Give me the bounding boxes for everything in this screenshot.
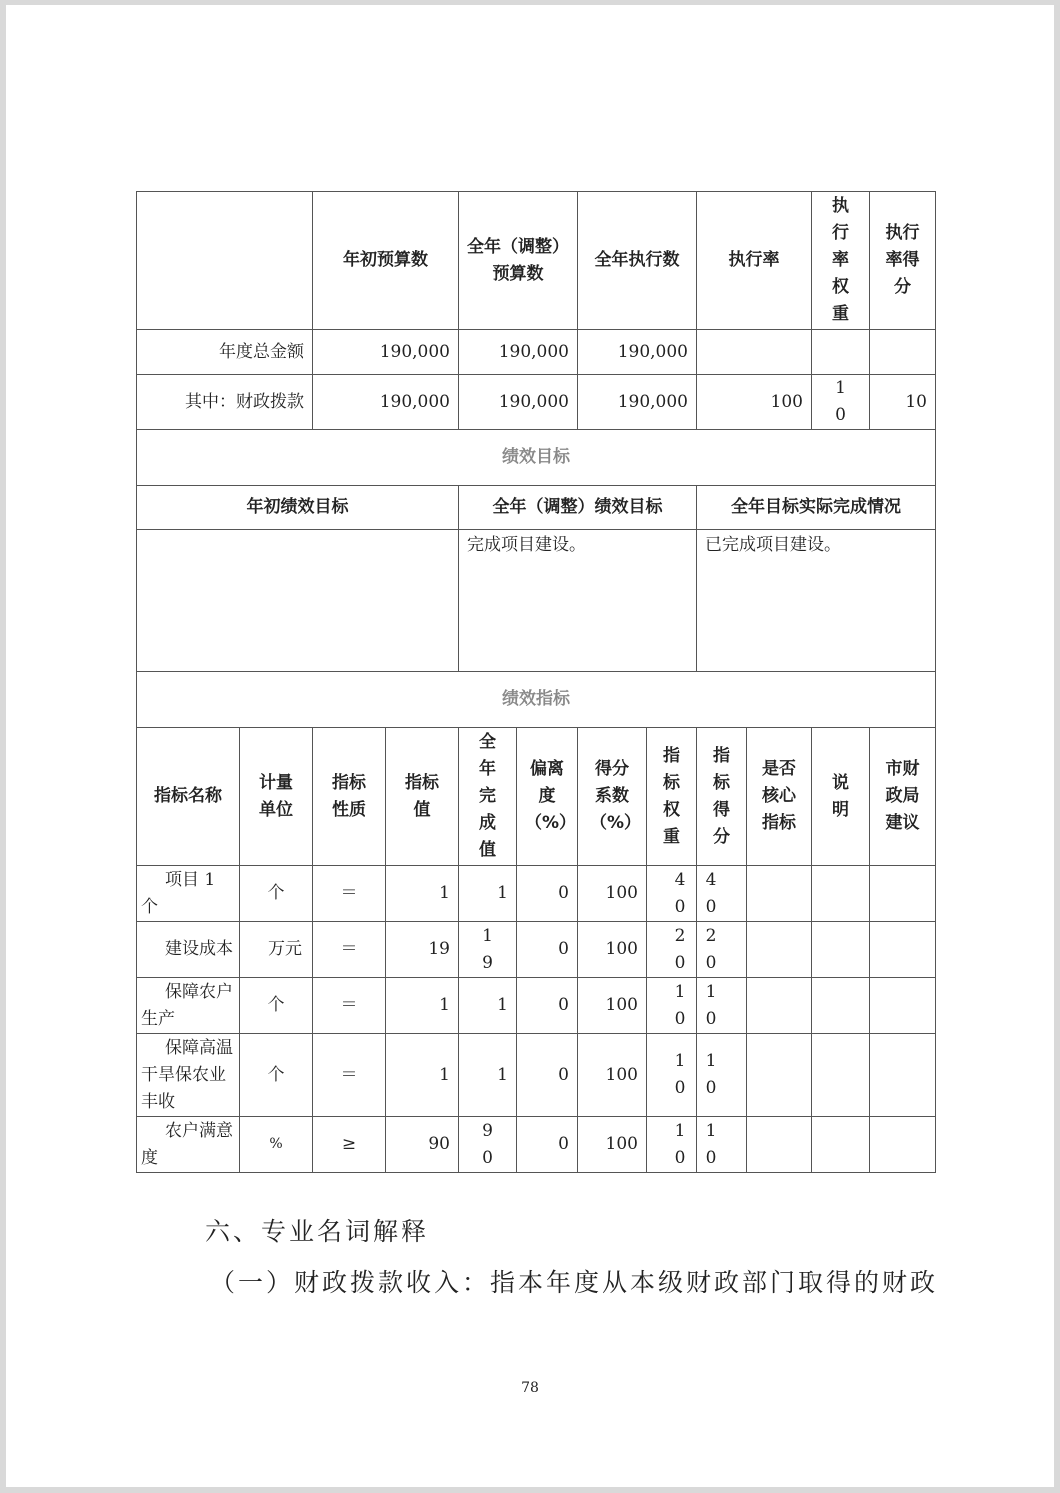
header-adjusted-line2: 预算数 xyxy=(492,263,544,284)
ind-score: 40 xyxy=(705,869,717,917)
budget-row-adjusted: 190,000 xyxy=(459,330,578,375)
goals-adjusted-text: 完成项目建设。 xyxy=(459,530,697,672)
budget-row-initial: 190,000 xyxy=(313,330,459,375)
ind-name: 保障农户生产 xyxy=(137,978,240,1034)
page-number: 78 xyxy=(521,1380,539,1396)
ind-score: 20 xyxy=(705,925,717,973)
budget-row xyxy=(137,330,936,375)
ind-unit: 个 xyxy=(240,1034,313,1117)
ind-completed: 19 xyxy=(482,925,493,973)
budget-row-score: 10 xyxy=(870,375,936,430)
budget-row-adjusted: 190,000 xyxy=(459,375,578,430)
goals-header-row xyxy=(137,486,936,530)
ind-header-name: 指标名称 xyxy=(137,728,240,866)
ind-value: 1 xyxy=(386,1034,459,1117)
ind-unit: 万元 xyxy=(240,922,313,978)
ind-nature: ＝ xyxy=(313,1034,386,1117)
ind-advice xyxy=(870,922,936,978)
budget-row-weight: 10 xyxy=(835,378,846,425)
budget-row-executed: 190,000 xyxy=(578,375,697,430)
goals-content-row xyxy=(137,530,936,672)
ind-completed: 1 xyxy=(459,978,517,1034)
ind-name: 农户满意度 xyxy=(137,1117,240,1173)
performance-table xyxy=(136,191,936,1173)
ind-nature: ＝ xyxy=(313,978,386,1034)
ind-completed: 1 xyxy=(459,1034,517,1117)
indicators-section-title: 绩效指标 xyxy=(137,672,936,728)
ind-core xyxy=(747,1117,812,1173)
goals-actual-text: 已完成项目建设。 xyxy=(697,530,936,672)
ind-value: 90 xyxy=(386,1117,459,1173)
ind-unit: 个 xyxy=(240,978,313,1034)
ind-header-unit: 计量单位 xyxy=(259,772,293,820)
ind-deviation: 0 xyxy=(517,978,578,1034)
ind-weight: 10 xyxy=(674,1120,686,1168)
ind-header-nature: 指标性质 xyxy=(332,772,366,820)
ind-name: 项目 1 个 xyxy=(137,866,240,922)
ind-coef: 100 xyxy=(578,922,647,978)
section-heading: 六、专业名词解释 xyxy=(205,1217,430,1246)
budget-row-label: 其中：财政拨款 xyxy=(137,375,313,430)
ind-header-advice: 市财政局建议 xyxy=(885,759,920,833)
ind-header-core: 是否核心指标 xyxy=(762,759,796,833)
ind-advice xyxy=(870,1117,936,1173)
ind-coef: 100 xyxy=(578,866,647,922)
budget-row-label: 年度总金额 xyxy=(137,330,313,375)
ind-core xyxy=(747,922,812,978)
budget-header-row xyxy=(137,192,936,330)
ind-weight: 20 xyxy=(674,925,686,973)
ind-completed: 90 xyxy=(482,1120,493,1168)
ind-score: 10 xyxy=(705,1120,717,1168)
budget-row-initial: 190,000 xyxy=(313,375,459,430)
ind-note xyxy=(812,978,870,1034)
ind-completed: 1 xyxy=(459,866,517,922)
budget-row-rate: 100 xyxy=(697,375,812,430)
header-initial-budget: 年初预算数 xyxy=(313,192,459,330)
ind-deviation: 0 xyxy=(517,922,578,978)
indicator-row xyxy=(137,922,936,978)
ind-nature: ＝ xyxy=(313,922,386,978)
ind-value: 1 xyxy=(386,978,459,1034)
indicator-row xyxy=(137,978,936,1034)
goals-section-row xyxy=(137,430,936,486)
goals-initial-text xyxy=(137,530,459,672)
budget-row-weight xyxy=(812,330,870,375)
goals-col-actual: 全年目标实际完成情况 xyxy=(697,486,936,530)
indicator-row xyxy=(137,866,936,922)
indicator-row xyxy=(137,1034,936,1117)
body-paragraph: （一）财政拨款收入：指本年度从本级财政部门取得的财政 xyxy=(210,1268,939,1297)
ind-header-value: 指标值 xyxy=(405,772,439,820)
ind-advice xyxy=(870,866,936,922)
ind-core xyxy=(747,866,812,922)
ind-nature: ＝ xyxy=(313,866,386,922)
ind-advice xyxy=(870,1034,936,1117)
ind-value: 19 xyxy=(386,922,459,978)
header-rate-weight: 执行率权重 xyxy=(832,196,849,324)
indicators-section-row xyxy=(137,672,936,728)
ind-score: 10 xyxy=(705,981,717,1029)
budget-row-executed: 190,000 xyxy=(578,330,697,375)
ind-deviation: 0 xyxy=(517,1034,578,1117)
ind-deviation: 0 xyxy=(517,866,578,922)
budget-row-rate xyxy=(697,330,812,375)
goals-col-initial: 年初绩效目标 xyxy=(137,486,459,530)
header-rate-score: 执行率得分 xyxy=(885,223,920,297)
ind-header-deviation: 偏离度（%） xyxy=(525,759,577,833)
ind-name: 保障高温干旱保农业丰收 xyxy=(137,1034,240,1117)
ind-note xyxy=(812,1034,870,1117)
ind-coef: 100 xyxy=(578,978,647,1034)
budget-row xyxy=(137,375,936,430)
ind-header-weight: 指标权重 xyxy=(663,745,680,847)
ind-core xyxy=(747,1034,812,1117)
ind-weight: 10 xyxy=(674,981,686,1029)
budget-row-score xyxy=(870,330,936,375)
header-executed: 全年执行数 xyxy=(578,192,697,330)
header-adjusted-budget xyxy=(459,192,578,330)
ind-weight: 40 xyxy=(674,869,686,917)
ind-unit: 个 xyxy=(240,866,313,922)
ind-value: 1 xyxy=(386,866,459,922)
ind-header-completed: 全年完成值 xyxy=(479,732,496,860)
indicator-row xyxy=(137,1117,936,1173)
header-exec-rate: 执行率 xyxy=(697,192,812,330)
ind-header-note: 说明 xyxy=(832,772,849,820)
ind-deviation: 0 xyxy=(517,1117,578,1173)
ind-coef: 100 xyxy=(578,1034,647,1117)
ind-unit: % xyxy=(240,1117,313,1173)
goals-section-title: 绩效目标 xyxy=(137,430,936,486)
ind-core xyxy=(747,978,812,1034)
ind-score: 10 xyxy=(705,1051,717,1098)
ind-coef: 100 xyxy=(578,1117,647,1173)
ind-name: 建设成本 xyxy=(137,922,240,978)
ind-note xyxy=(812,866,870,922)
ind-header-score: 指标得分 xyxy=(713,745,730,847)
ind-nature: ≥ xyxy=(313,1117,386,1173)
goals-col-adjusted: 全年（调整）绩效目标 xyxy=(459,486,697,530)
ind-note xyxy=(812,922,870,978)
budget-corner-cell xyxy=(137,192,313,330)
header-adjusted-line1: 全年（调整） xyxy=(467,236,569,257)
ind-note xyxy=(812,1117,870,1173)
ind-weight: 10 xyxy=(674,1051,686,1098)
ind-header-coef: 得分系数（%） xyxy=(590,759,642,833)
ind-advice xyxy=(870,978,936,1034)
indicators-header-row xyxy=(137,728,936,866)
